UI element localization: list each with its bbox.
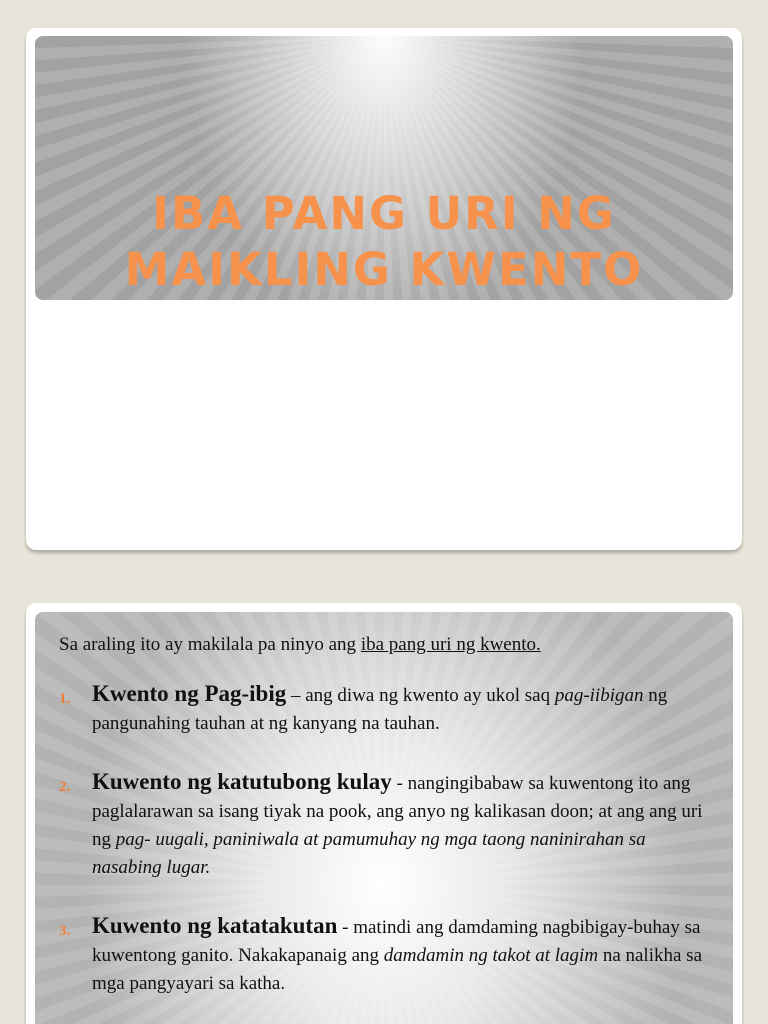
intro-underlined-text: iba pang uri ng kwento. xyxy=(360,634,541,655)
item-number: 3. xyxy=(59,923,71,939)
item-description: nangingibabaw sa kuwentong ito ang paglalarawan sa isang tiyak na pook, ang anyo ng kalikasan doon; at ang ang uri ng xyxy=(92,773,703,850)
slide-content xyxy=(59,632,719,1024)
item-description-end: ng pangunahing tauhan at ng kanyang na tauhan. xyxy=(92,685,668,734)
item-term: Kuwento ng katatakutan xyxy=(92,913,338,938)
item-number: 2. xyxy=(59,779,71,795)
intro-text: Sa araling ito ay makilala pa ninyo ang xyxy=(59,634,361,655)
item-number: 1. xyxy=(59,691,71,707)
item-separator: - xyxy=(391,773,408,794)
content-background xyxy=(35,612,733,1024)
story-type-list xyxy=(59,680,719,998)
slide-2 xyxy=(26,603,742,1024)
item-term: Kwento ng Pag-ibig xyxy=(92,681,287,706)
item-term: Kuwento ng katutubong kulay xyxy=(92,769,392,794)
list-item xyxy=(59,768,719,882)
item-description-italic: pag- uugali, paniniwala at pamumuhay ng mga taong naninirahan sa nasabing lugar. xyxy=(92,829,646,878)
item-description-end: na nalikha sa mga pangyayari sa katha. xyxy=(92,945,702,994)
list-item xyxy=(59,680,719,738)
item-description: matindi ang damdaming nagbibigay-buhay sa kuwentong ganito. Nakakapanaig ang xyxy=(92,917,701,966)
item-description-italic: damdamin ng takot at lagim xyxy=(383,945,599,966)
item-description: ang diwa ng kwento ay ukol saq xyxy=(305,685,555,706)
list-item xyxy=(59,912,719,998)
item-separator: – xyxy=(286,685,306,706)
item-description-italic: pag-iibigan xyxy=(554,685,644,706)
item-separator: - xyxy=(337,917,354,938)
slide-title: IBA PANG URI NG MAIKLING KWENTO xyxy=(124,187,644,296)
intro-paragraph xyxy=(59,632,719,658)
slide-1 xyxy=(26,28,742,550)
